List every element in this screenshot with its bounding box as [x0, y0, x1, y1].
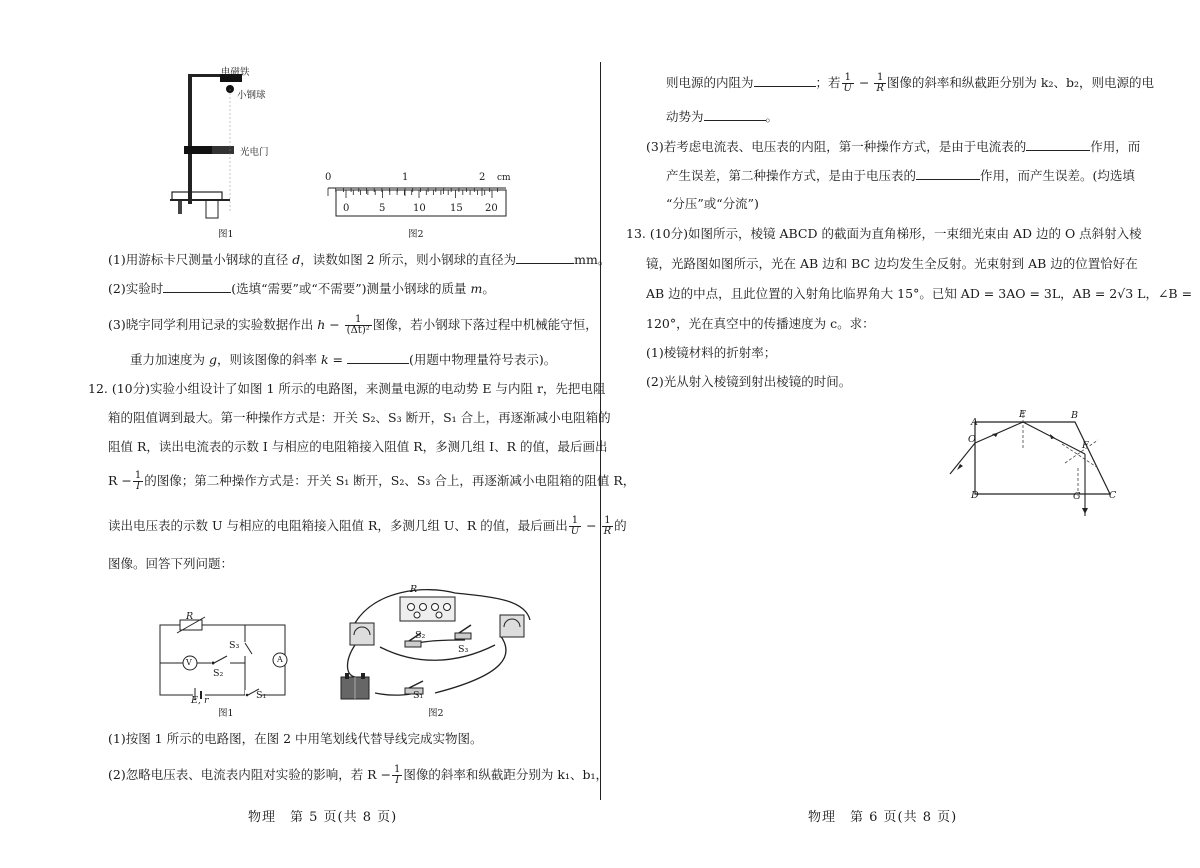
- q12-cont-line2: 动势为 。: [666, 109, 779, 124]
- prism-vertex-B: B: [1071, 410, 1078, 421]
- apparatus-label-R: R: [410, 584, 418, 595]
- circuit1-label-R: R: [186, 611, 194, 622]
- prism-point-F: F: [1082, 440, 1089, 451]
- q13-line1: 13. (10分)如图所示，棱镜 ABCD 的截面为直角梯形，一束细光束由 AD 边的 O 点斜射入棱: [626, 226, 1142, 241]
- ammeter-label: A: [277, 655, 283, 664]
- vernier-label-15: 15: [450, 203, 463, 214]
- q11-part3-cont: 重力加速度为 g，则该图像的斜率 k = (用题中物理量符号表示)。: [130, 352, 557, 367]
- prism-point-G: G: [1073, 491, 1081, 502]
- apparatus-caption: 图2: [428, 708, 444, 719]
- apparatus-label-S3: S₃: [458, 644, 469, 655]
- q12-line3: 阻值 R，读出电流表的示数 I 与相应的电阻箱接入阻值 R，多测几组 I、R 的值，最后画出: [108, 439, 608, 454]
- q13-line2: 镜，光路图如图所示，光在 AB 边和 BC 边均发生全反射。光束射到 AB 边的位置恰好在: [646, 256, 1138, 271]
- vernier-label-10: 10: [413, 203, 426, 214]
- fig1-caption: 图1: [218, 229, 234, 240]
- q13-part1: (1)棱镜材料的折射率；: [646, 345, 777, 360]
- label-photogate: 光电门: [240, 147, 269, 158]
- answer-blank[interactable]: [916, 168, 980, 180]
- q12-cont-line1: 则电源的内阻为 ；若 $\frac{1}{U}$ − $\frac{1}{R}$ 图像的斜率和纵截距分别为 k₂、b₂，则电源的电: [666, 72, 1154, 94]
- circuit1-label-S2: S₂: [213, 668, 224, 679]
- right-page-footer: 物理 第 6 页(共 8 页): [808, 810, 958, 825]
- q12-part3-line1: (3)若考虑电流表、电压表的内阻，第一种操作方式，是由于电流表的 作用，而: [646, 139, 1141, 154]
- scale-unit: cm: [497, 173, 511, 183]
- vernier-caliper-figure: [318, 170, 518, 225]
- q11-part1: (1)用游标卡尺测量小钢球的直径 d，读数如图 2 所示，则小钢球的直径为 mm。: [108, 252, 611, 267]
- q12-line2: 箱的阻值调到最大。第一种操作方式是：开关 S₂、S₃ 断开，S₁ 合上，再逐渐减小电阻箱的: [108, 410, 611, 425]
- q12-line5: 读出电压表的示数 U 与相应的电阻箱接入阻值 R，多测几组 U、R 的值，最后画出 $\frac{1}{U}$ − $\frac{1}{R}$ 的: [108, 515, 627, 537]
- answer-blank[interactable]: [754, 75, 816, 87]
- apparatus-label-S1: S₁: [413, 690, 424, 701]
- main-scale-label-1: 1: [402, 172, 409, 183]
- prism-vertex-D: D: [971, 490, 979, 501]
- apparatus-label-S2: S₂: [415, 630, 426, 641]
- prism-vertex-A: A: [971, 417, 978, 428]
- answer-blank[interactable]: [347, 352, 409, 364]
- q12-part3-line3: “分压”或“分流”): [666, 196, 759, 211]
- left-page-footer: 物理 第 5 页(共 8 页): [248, 810, 398, 825]
- q12-part3-line2: 产生误差，第二种操作方式，是由于电压表的 作用，而产生误差。(均选填: [666, 168, 1135, 183]
- label-steel-ball: 小钢球: [237, 90, 266, 101]
- main-scale-label-0: 0: [325, 172, 332, 183]
- q12-line4: R − $\frac{1}{I}$ 的图像；第二种操作方式是：开关 S₁ 断开，S₂、S₃ 合上，再逐渐减小电阻箱的阻值 R，: [108, 470, 636, 492]
- circuit1-label-S3: S₃: [229, 640, 240, 651]
- vernier-label-20: 20: [485, 203, 498, 214]
- answer-blank[interactable]: [1026, 139, 1090, 151]
- circuit1-caption: 图1: [218, 708, 234, 719]
- prism-vertex-C: C: [1109, 490, 1117, 501]
- answer-blank[interactable]: [704, 109, 766, 121]
- q11-part2: (2)实验时 (选填“需要”或“不需要”)测量小钢球的质量 m。: [108, 281, 495, 296]
- q13-part2: (2)光从射入棱镜到射出棱镜的时间。: [646, 374, 852, 389]
- q12-part2: (2)忽略电压表、电流表内阻对实验的影响，若 R − $\frac{1}{I}$ 图像的斜率和纵截距分别为 k₁、b₁，: [108, 764, 608, 786]
- prism-point-O: O: [968, 434, 976, 445]
- prism-light-path-figure: [940, 408, 1130, 520]
- q12-line1: 12. (10分)实验小组设计了如图 1 所示的电路图，来测量电源的电动势 E 与内阻 r，先把电阻: [88, 381, 606, 396]
- q13-line4: 120°，光在真空中的传播速度为 c。求：: [646, 316, 875, 331]
- circuit-diagram: [155, 610, 295, 700]
- main-scale-label-2: 2: [479, 172, 486, 183]
- circuit1-label-S1: S₁: [256, 690, 267, 701]
- vernier-label-5: 5: [379, 203, 386, 214]
- photogate-apparatus-figure: [170, 62, 290, 222]
- q12-line6: 图像。回答下列问题：: [108, 556, 234, 571]
- apparatus-wiring-figure: [335, 585, 535, 705]
- q12-part1: (1)按图 1 所示的电路图，在图 2 中用笔划线代替导线完成实物图。: [108, 731, 483, 746]
- right-page: [600, 0, 1200, 868]
- fig2-caption: 图2: [408, 229, 424, 240]
- prism-point-E: E: [1019, 409, 1026, 420]
- answer-blank[interactable]: [163, 281, 231, 293]
- q13-line3: AB 边的中点，且此位置的入射角比临界角大 15°。已知 AD = 3AO = 3L，AB = 2√3 L，∠B =: [646, 286, 1193, 301]
- q11-part3: (3)晓宇同学利用记录的实验数据作出 h − $\frac{1}{\text{(Δt)²}}$ 图像，若小钢球下落过程中机械能守恒，: [108, 314, 598, 336]
- vernier-label-0: 0: [343, 203, 350, 214]
- label-electromagnet: 电磁铁: [221, 67, 250, 78]
- voltmeter-label: V: [186, 658, 192, 667]
- battery-label: E, r: [191, 695, 209, 706]
- answer-blank[interactable]: [516, 252, 574, 264]
